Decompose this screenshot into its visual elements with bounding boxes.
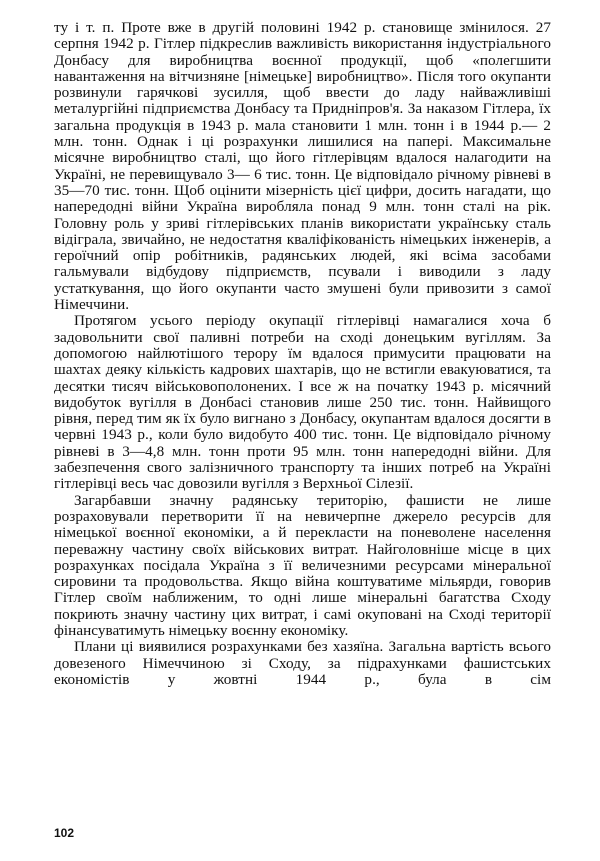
page-body <box>54 20 551 688</box>
page-number: 102 <box>54 826 75 840</box>
paragraph-2: Протягом усього періоду окупації гітлерівці намагалися хоча б задовольнити свої паливні потреби на сході донецьким вугіллям. За допомогою найлютішого терору їм вдалося примусити працювати на шахтах деяку кількість кадрових шахтарів, що не встигли евакуюватися, та десятки тисяч військовополонених. І все ж на початку 1943 р. місячний видобуток вугілля в Донбасі становив лише 250 тис. тонн. Найвищого рівня, перед тим як їх було вигнано з Донбасу, окупантам вдалося досягти в червні 1943 р., коли було видобуто 400 тис. тонн. Це відповідало річному рівневі в 3—4,8 млн. тонн проти 95 млн. тонн напередодні війни. Для забезпечення свого залізничного транспорту та інших потреб на Україні гітлерівці весь час довозили вугілля з Верхньої Сілезії. <box>54 312 551 493</box>
paragraph-3: Загарбавши значну радянську територію, фашисти не лише розраховували перетворити її на невичерпне джерело ресурсів для німецької воєнної економіки, а й перекласти на поневолене населення переважну частину своїх військових витрат. Найголовніше місце в цих розрахунках посідала Україна з її величезними ресурсами мінеральної сировини та продовольства. Якщо війна коштуватиме мільярди, говорив Гітлер своїм наближеним, то одні лише мінеральні багатства Сходу покриють значну частину цих витрат, і самі окуповані на Сході території фінансуватимуть німецьку воєнну економіку. <box>54 491 551 639</box>
paragraph-1: ту і т. п. Проте вже в другій половині 1942 р. становище змінилося. 27 серпня 1942 р. Гітлер підкреслив важливість використання індустріального Донбасу для виробництва воєнної продукції, щоб «полегшити навантаження на вітчизняне [німецьке] виробництво». Після того окупанти розвинули гарячкові зусилля, щоб ввести до ладу найважливіші металургійні підприємства Донбасу та Придніпров'я. За наказом Гітлера, їх загальна продукція в 1943 р. мала становити 1 млн. тонн і в 1944 р.— 2 млн. тонн. Однак і ці розрахунки лишилися на папері. Максимальне місячне виробництво сталі, що його гітлерівцям вдалося налагодити на Україні, не перевищувало 3— 6 тис. тонн. Це відповідало річному рівневі в 35—70 тис. тонн. Щоб оцінити мізерність цієї цифри, досить нагадати, що напередодні війни Україна виробляла понад 9 млн. тонн сталі на рік. Головну роль у зриві гітлерівських планів використати українську сталь відіграла, звичайно, не недостатня кваліфікованість німецьких інженерів, а героїчний опір робітників, радянських людей, які всіма засобами гальмували відбудову підприємств, псували і виводили з ладу устаткування, що його окупанти часто змушені були привозити з самої Німеччини. <box>54 19 551 314</box>
paragraph-4: Плани ці виявилися розрахунками без хазяїна. Загальна вартість всього довезеного Німеччиною зі Сходу, за підрахунками фашистських економістів у жовтні 1944 р., була в сім <box>54 638 551 688</box>
